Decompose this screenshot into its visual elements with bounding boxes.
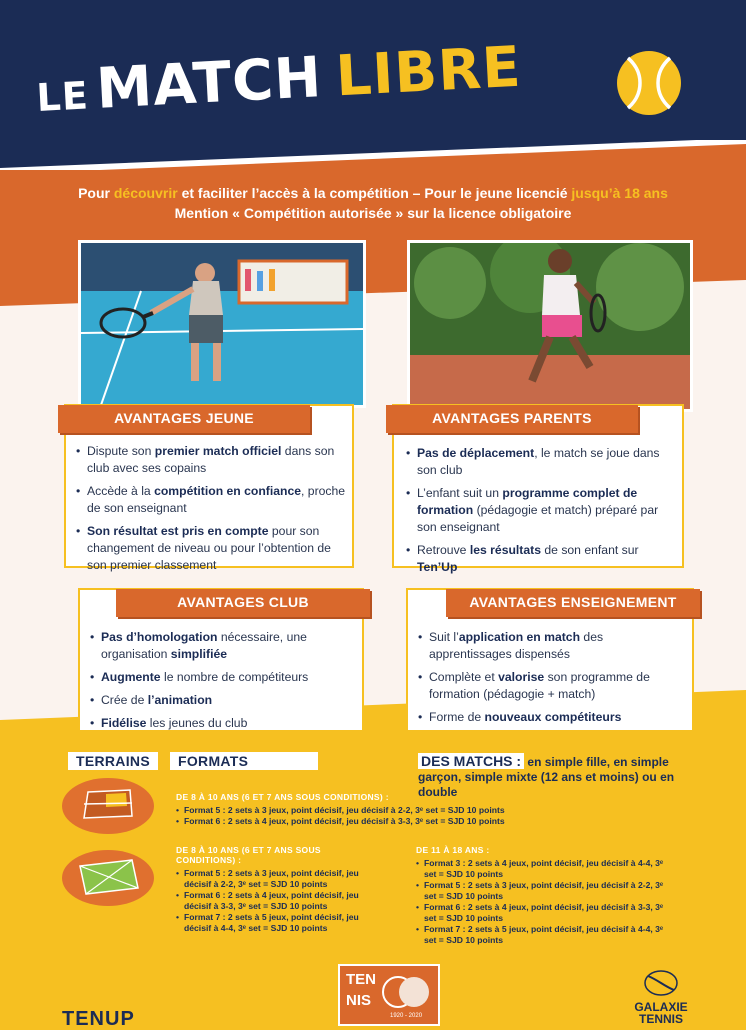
title-libre: LIBRE	[334, 34, 523, 110]
format-item: • Format 6 : 2 sets à 4 jeux, point décisif, jeu décisif à 3-3, 3ᵉ set = SJD 10 points	[416, 902, 664, 924]
title-le: LE	[35, 73, 90, 121]
tennis-ball-icon	[616, 50, 682, 116]
format-item: • Format 6 : 2 sets à 4 jeux, point décisif, jeu décisif à 3-3, 3ᵉ set = SJD 10 points	[176, 890, 374, 912]
format-group-3	[416, 845, 664, 946]
title-match: MATCH	[94, 45, 324, 122]
list-item: • Son résultat est pris en compte pour son changement de niveau ou pour l’obtention de son premier classement	[76, 523, 348, 574]
banner-avantages-jeune: AVANTAGES JEUNE	[58, 405, 310, 433]
galaxie-text-2: TENNIS	[638, 1012, 683, 1026]
list-item: • Pas d’homologation nécessaire, une organisation simplifiée	[90, 629, 358, 663]
galaxie-text-1: GALAXIE	[634, 1000, 688, 1014]
format-item: • Format 6 : 2 sets à 4 jeux, point décisif, jeu décisif à 3-3, 3ᵉ set = SJD 10 points	[176, 816, 556, 827]
list-item: • Pas de déplacement, le match se joue dans son club	[406, 445, 676, 479]
format-item: • Format 7 : 2 sets à 5 jeux, point décisif, jeu décisif à 4-4, 3ᵉ set = SJD 10 points	[176, 912, 374, 934]
format-item: • Format 7 : 2 sets à 5 jeux, point décisif, jeu décisif à 4-4, 3ᵉ set = SJD 10 points	[416, 924, 664, 946]
banner-avantages-enseignement: AVANTAGES ENSEIGNEMENT	[446, 589, 700, 617]
heading-formats: FORMATS	[170, 752, 318, 770]
list-avantages-club	[90, 629, 358, 738]
format-group-2	[176, 845, 374, 934]
matchs-title: DES MATCHS :	[418, 753, 524, 769]
intro-line-2: Mention « Compétition autorisée » sur la licence obligatoire	[174, 205, 572, 221]
list-item: • Accède à la compétition en confiance, proche de son enseignant	[76, 483, 348, 517]
format-item: • Format 3 : 2 sets à 4 jeux, point décisif, jeu décisif à 4-4, 3ᵉ set = SJD 10 points	[416, 858, 664, 880]
photo-girl-player	[407, 240, 693, 412]
galaxie-ball-icon	[644, 970, 678, 996]
format-list	[176, 805, 556, 827]
list-item: • Complète et valorise son programme de formation (pédagogie + match)	[418, 669, 688, 703]
tenup-logo: TENUP	[62, 1008, 135, 1030]
format-item: • Format 5 : 2 sets à 3 jeux, point décisif, jeu décisif à 2-2, 3ᵉ set = SJD 10 points	[416, 880, 664, 902]
list-item: • Crée de l’animation	[90, 692, 358, 709]
format-list	[176, 868, 374, 934]
intro-text: Pour	[78, 185, 114, 201]
format-item: • Format 5 : 2 sets à 3 jeux, point décisif, jeu décisif à 2-2, 3ᵉ set = SJD 10 points	[176, 868, 374, 890]
photo-boy-player	[78, 240, 366, 408]
format-list	[416, 858, 664, 946]
heading-terrains: TERRAINS	[68, 752, 158, 770]
intro-line-1	[0, 183, 746, 203]
format-group-heading: DE 11 À 18 ANS :	[416, 845, 490, 855]
format-group-1	[176, 792, 556, 827]
banner-avantages-club: AVANTAGES CLUB	[116, 589, 370, 617]
format-item: • Format 5 : 2 sets à 3 jeux, point décisif, jeu décisif à 2-2, 3ᵉ set = SJD 10 points	[176, 805, 556, 816]
list-item: • Suit l’application en match des apprentissages dispensés	[418, 629, 688, 663]
court-icon-small	[60, 776, 156, 836]
matchs-text: en simple fille, en simple garçon, simple mixte (12 ans et moins) ou en double	[418, 755, 675, 799]
list-item: • Forme de nouveaux compétiteurs	[418, 709, 688, 726]
fft-logo-years: 1920 - 2020	[390, 1013, 423, 1019]
list-item: • Augmente le nombre de compétiteurs	[90, 669, 358, 686]
list-avantages-jeune	[76, 443, 348, 580]
fft-logo	[338, 964, 440, 1026]
format-group-heading: DE 8 À 10 ANS (6 ET 7 ANS SOUS CONDITIONS) :	[176, 792, 389, 802]
list-item: • Retrouve les résultats de son enfant sur Ten’Up	[406, 542, 676, 576]
list-item: • Dispute son premier match officiel dans son club avec ses copains	[76, 443, 348, 477]
list-item: • L’enfant suit un programme complet de formation (pédagogie et match) préparé par son enseignant	[406, 485, 676, 536]
list-avantages-enseignement	[418, 629, 688, 732]
list-item: • Fidélise les jeunes du club	[90, 715, 358, 732]
list-avantages-parents	[406, 445, 676, 582]
banner-avantages-parents: AVANTAGES PARENTS	[386, 405, 638, 433]
fft-logo-ten: TEN	[346, 971, 376, 988]
intro-highlight: jusqu’à 18 ans	[571, 185, 668, 201]
court-icon-green	[60, 846, 156, 908]
intro-highlight: découvrir	[113, 185, 178, 201]
galaxie-tennis-logo	[626, 970, 696, 1025]
intro-text: et faciliter l’accès à la compétition – Pour le jeune licencié	[177, 185, 572, 201]
format-group-heading: DE 8 À 10 ANS (6 ET 7 ANS SOUS CONDITIONS) :	[176, 845, 321, 865]
fft-logo-nis: NIS	[346, 992, 372, 1009]
